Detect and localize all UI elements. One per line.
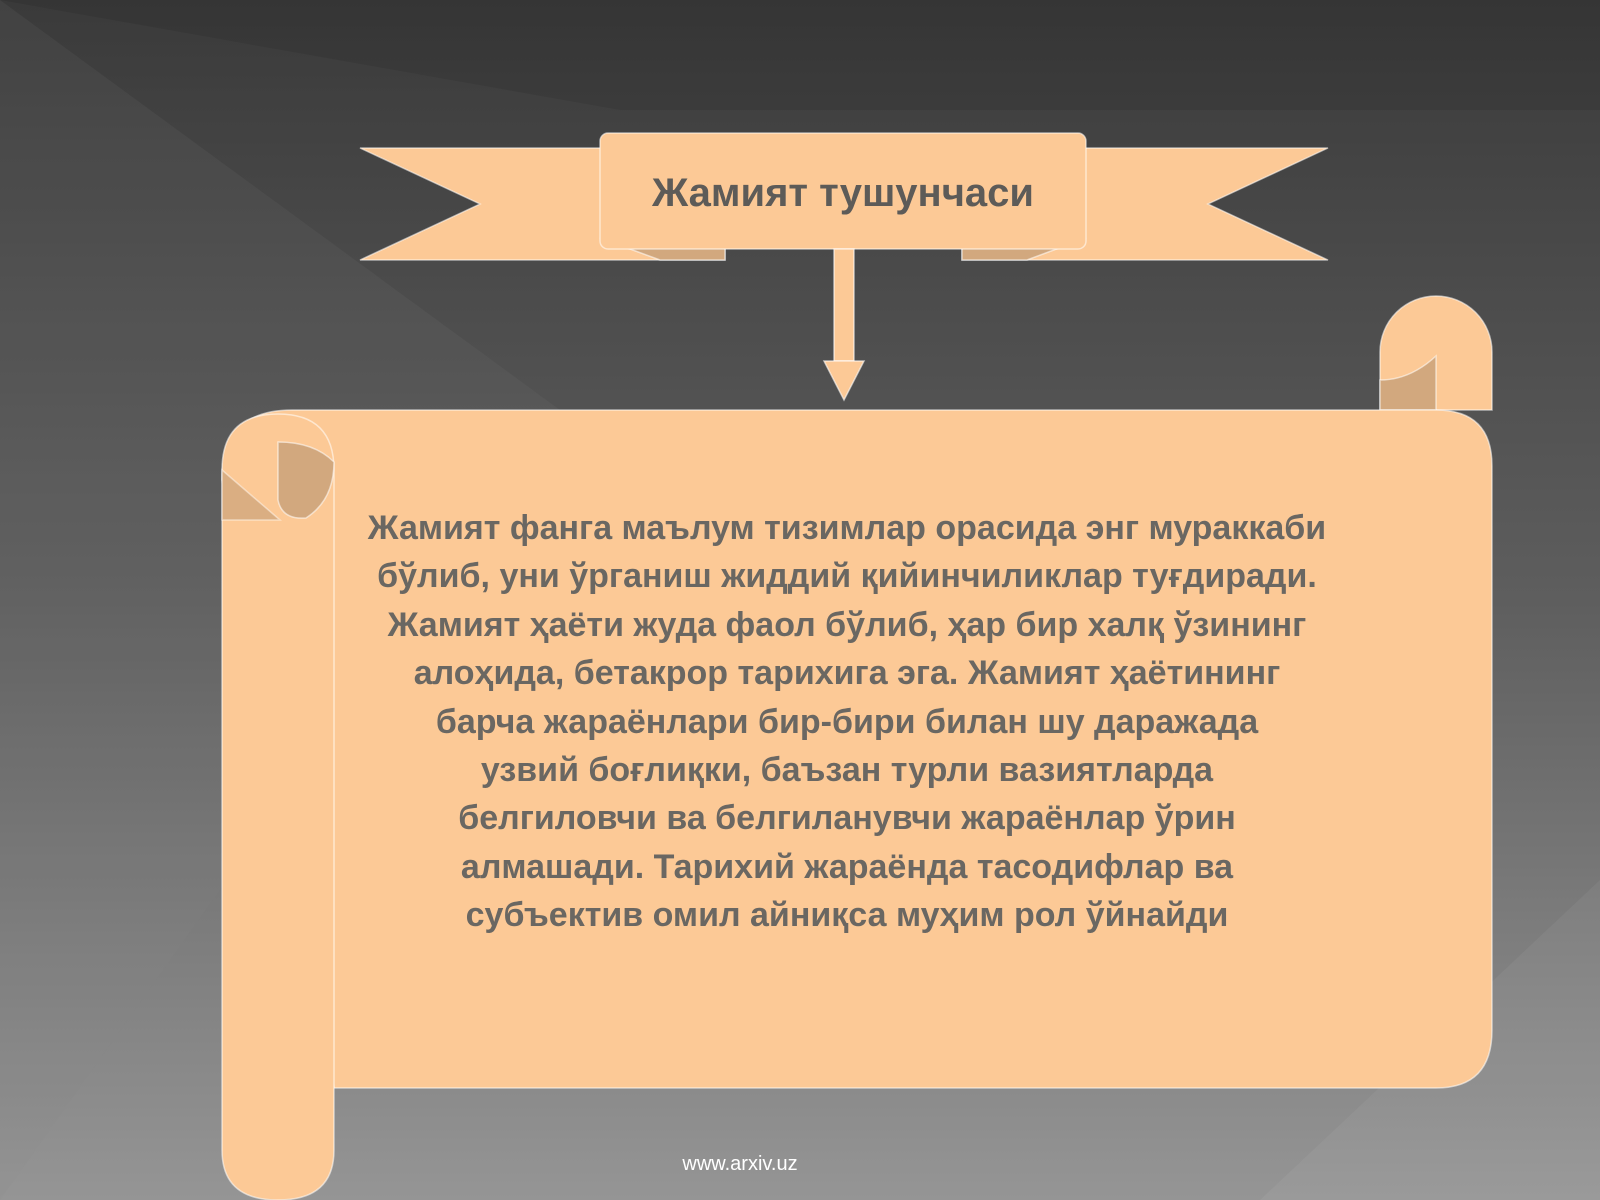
footer-url: www.arxiv.uz (682, 1153, 798, 1175)
scroll-text-line: белгиловчи ва белгиланувчи жараёнлар ўрин (458, 799, 1236, 838)
scroll-text-line: Жамият фанга маълум тизимлар орасида энг мураккаби (367, 509, 1327, 547)
scroll-text-line: бўлиб, уни ўрганиш жиддий қийинчиликлар туғдиради. (377, 557, 1317, 596)
scroll-text-line: узвий боғлиқки, баъзан турли вазиятларда (480, 751, 1214, 790)
banner-title: Жамият тушунчаси (652, 171, 1034, 215)
scroll-text-line: алмашади. Тарихий жараёнда тасодифлар ва (460, 847, 1234, 886)
scroll-text-line: барча жараёнлари бир-бири билан шу даражада (435, 702, 1259, 741)
scroll-text-line: Жамият ҳаёти жуда фаол бўлиб, ҳар бир халқ ўзининг (387, 605, 1307, 644)
scroll-text-line: алоҳида, бетакрор тарихига эга. Жамият ҳаётининг (413, 654, 1281, 693)
scroll-text-line: субъектив омил айниқса муҳим рол ўйнайди (465, 896, 1229, 935)
scroll-text (282, 504, 1412, 940)
